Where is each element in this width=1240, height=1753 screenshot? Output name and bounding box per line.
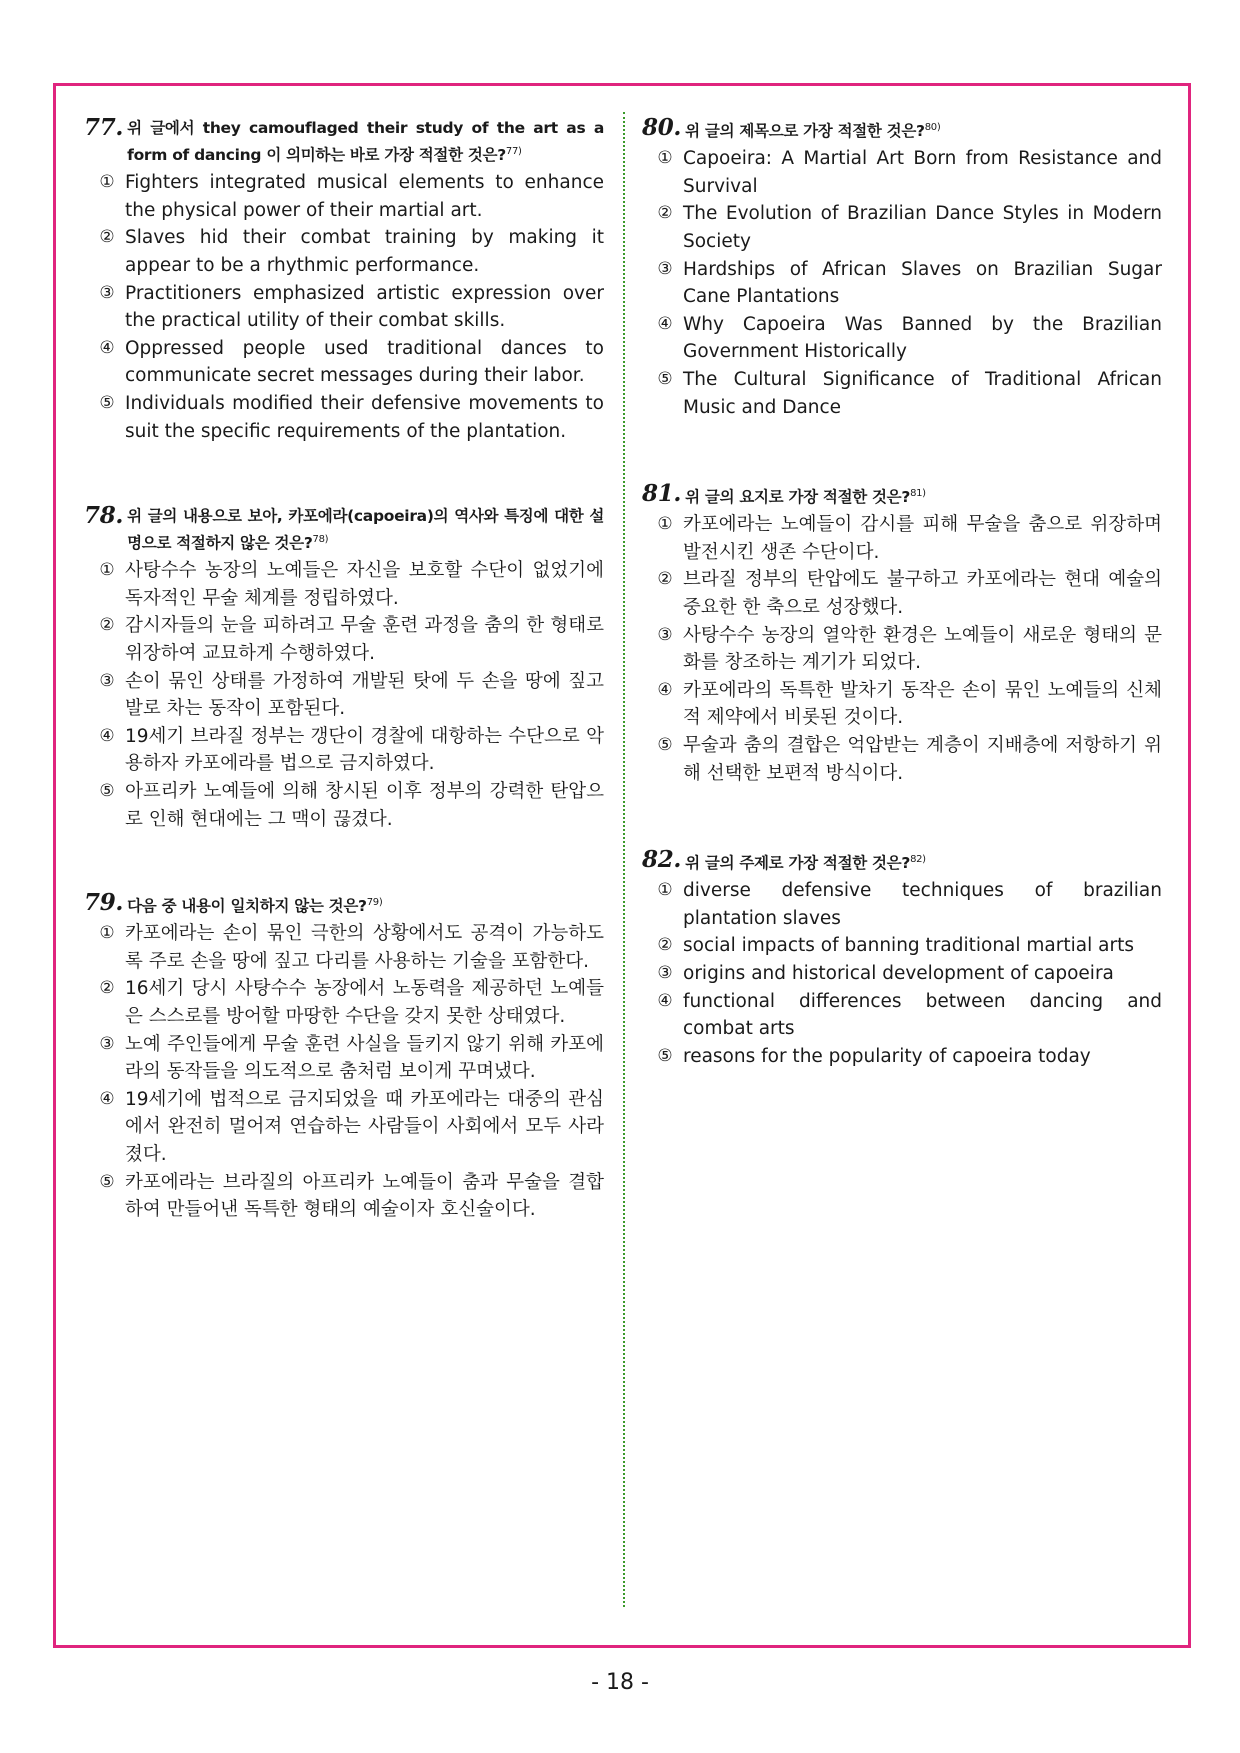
question-prompt xyxy=(127,891,604,918)
question-77 xyxy=(84,116,604,445)
option-marker: ⑤ xyxy=(657,368,673,389)
option-marker: ① xyxy=(99,923,115,944)
question-number: 79. xyxy=(84,889,124,916)
answer-option[interactable] xyxy=(84,335,604,390)
question-header xyxy=(642,482,1162,509)
answer-option[interactable] xyxy=(642,366,1162,421)
option-text: The Cultural Significance of Traditional African Music and Dance xyxy=(683,368,1162,418)
answer-option[interactable] xyxy=(642,677,1162,732)
answer-option[interactable] xyxy=(84,390,604,445)
question-prompt xyxy=(685,848,1162,875)
answer-option[interactable] xyxy=(642,256,1162,311)
option-text: 사탕수수 농장의 노예들은 자신을 보호할 수단이 없었기에 독자적인 무술 체계를 정립하였다. xyxy=(125,560,604,609)
answer-option[interactable] xyxy=(642,311,1162,366)
answer-option[interactable] xyxy=(642,622,1162,677)
option-marker: ⑤ xyxy=(657,734,673,755)
column-divider xyxy=(623,112,625,1607)
option-marker: ④ xyxy=(657,313,673,334)
answer-option[interactable] xyxy=(84,169,604,224)
answer-option[interactable] xyxy=(84,920,604,975)
option-text: 손이 묶인 상태를 가정하여 개발된 탓에 두 손을 땅에 짚고 발로 차는 동작이 포함된다. xyxy=(125,670,604,720)
answer-option[interactable] xyxy=(642,732,1162,787)
answer-option[interactable] xyxy=(642,960,1162,988)
option-list xyxy=(84,920,604,1224)
question-79 xyxy=(84,891,604,1224)
answer-option[interactable] xyxy=(84,975,604,1030)
answer-option[interactable] xyxy=(642,1043,1162,1071)
prompt-text: 위 글의 제목으로 가장 적절한 것은? xyxy=(685,122,925,141)
answer-option[interactable] xyxy=(84,1031,604,1086)
answer-option[interactable] xyxy=(642,200,1162,255)
prompt-text: 위 글의 내용으로 보아, 카포에라(capoeira)의 역사와 특징에 대한 설명으로 적절하지 않은 것은? xyxy=(127,507,604,553)
option-text: Oppressed people used traditional dances to communicate secret messages during their labor. xyxy=(125,337,604,387)
option-list xyxy=(642,511,1162,787)
option-marker: ② xyxy=(657,935,673,956)
option-marker: ① xyxy=(657,514,673,535)
question-82 xyxy=(642,848,1162,1070)
question-78 xyxy=(84,504,604,833)
prompt-text: 위 글의 요지로 가장 적절한 것은? xyxy=(685,488,911,507)
option-marker: ② xyxy=(99,978,115,999)
option-text: 카포에라는 노예들이 감시를 피해 무술을 춤으로 위장하며 발전시킨 생존 수단이다. xyxy=(683,514,1162,563)
option-marker: ⑤ xyxy=(657,1045,673,1066)
option-text: 19세기 브라질 정부는 갱단이 경찰에 대항하는 수단으로 악용하자 카포에라를 법으로 금지하였다. xyxy=(125,725,604,775)
answer-option[interactable] xyxy=(642,511,1162,566)
option-marker: ② xyxy=(99,227,115,248)
option-marker: ⑤ xyxy=(99,780,115,801)
option-text: 감시자들의 눈을 피하려고 무술 훈련 과정을 춤의 한 형태로 위장하여 교묘하게 수행하였다. xyxy=(125,615,604,664)
footnote-ref: 78) xyxy=(312,534,329,545)
option-text: Capoeira: A Martial Art Born from Resistance and Survival xyxy=(683,148,1162,197)
option-text: 브라질 정부의 탄압에도 불구하고 카포에라는 현대 예술의 중요한 한 축으로 성장했다. xyxy=(683,569,1162,618)
option-text: 16세기 당시 사탕수수 농장에서 노동력을 제공하던 노예들은 스스로를 방어할 마땅한 수단을 갖지 못한 상태였다. xyxy=(125,978,604,1027)
option-text: 노예 주인들에게 무술 훈련 사실을 들키지 않기 위해 카포에라의 동작들을 의도적으로 춤처럼 보이게 꾸며냈다. xyxy=(125,1033,604,1083)
answer-option[interactable] xyxy=(84,280,604,335)
question-number: 77. xyxy=(84,114,124,141)
prompt-text: 다음 중 내용이 일치하지 않는 것은? xyxy=(127,897,367,916)
option-text: 카포에라는 손이 묶인 극한의 상황에서도 공격이 가능하도록 주로 손을 땅에 짚고 다리를 사용하는 기술을 포함한다. xyxy=(125,923,604,972)
option-marker: ③ xyxy=(99,282,115,303)
footnote-ref: 77) xyxy=(505,146,522,157)
option-list xyxy=(642,145,1162,421)
answer-option[interactable] xyxy=(84,723,604,778)
answer-option[interactable] xyxy=(642,145,1162,200)
option-text: diverse defensive techniques of brazilian plantation slaves xyxy=(683,880,1162,929)
footnote-ref: 82) xyxy=(910,854,926,865)
option-marker: ② xyxy=(99,615,115,636)
answer-option[interactable] xyxy=(642,566,1162,621)
option-marker: ① xyxy=(99,172,115,193)
answer-option[interactable] xyxy=(84,1086,604,1169)
option-text: 무술과 춤의 결합은 억압받는 계층이 지배층에 저항하기 위해 선택한 보편적 방식이다. xyxy=(683,734,1162,784)
option-text: 19세기에 법적으로 금지되었을 때 카포에라는 대중의 관심에서 완전히 멀어져 연습하는 사람들이 사회에서 모두 사라졌다. xyxy=(125,1088,604,1165)
footnote-ref: 81) xyxy=(910,488,926,499)
question-header xyxy=(642,848,1162,875)
option-marker: ② xyxy=(657,569,673,590)
option-text: 카포에라는 브라질의 아프리카 노예들이 춤과 무술을 결합하여 만들어낸 독특한 형태의 예술이자 호신술이다. xyxy=(125,1171,604,1221)
answer-option[interactable] xyxy=(642,988,1162,1043)
option-marker: ③ xyxy=(99,670,115,691)
question-number: 80. xyxy=(642,114,682,141)
question-80 xyxy=(642,116,1162,421)
option-marker: ③ xyxy=(657,624,673,645)
option-marker: ④ xyxy=(99,337,115,358)
option-text: Practitioners emphasized artistic expression over the practical utility of their combat skills. xyxy=(125,282,604,332)
answer-option[interactable] xyxy=(642,877,1162,932)
answer-option[interactable] xyxy=(642,932,1162,960)
question-header xyxy=(84,504,604,555)
option-text: Slaves hid their combat training by making it appear to be a rhythmic performance. xyxy=(125,227,604,276)
option-text: 사탕수수 농장의 열악한 환경은 노예들이 새로운 형태의 문화를 창조하는 계기가 되었다. xyxy=(683,624,1162,674)
page-number: - 18 - xyxy=(591,1670,649,1695)
answer-option[interactable] xyxy=(84,224,604,279)
question-number: 82. xyxy=(642,846,682,873)
question-header xyxy=(84,116,604,167)
question-number: 81. xyxy=(642,480,682,507)
question-header xyxy=(84,891,604,918)
footnote-ref: 80) xyxy=(924,122,941,133)
option-marker: ⑤ xyxy=(99,1171,115,1192)
option-text: The Evolution of Brazilian Dance Styles in Modern Society xyxy=(683,203,1162,252)
option-marker: ⑤ xyxy=(99,392,115,413)
answer-option[interactable] xyxy=(84,612,604,667)
option-marker: ④ xyxy=(657,679,673,700)
option-marker: ① xyxy=(99,560,115,581)
option-marker: ③ xyxy=(99,1033,115,1054)
option-text: Individuals modified their defensive movements to suit the specific requirements of the plantation. xyxy=(125,392,604,442)
option-marker: ① xyxy=(657,148,673,169)
option-text: 아프리카 노예들에 의해 창시된 이후 정부의 강력한 탄압으로 인해 현대에는 그 맥이 끊겼다. xyxy=(125,780,604,830)
question-81 xyxy=(642,482,1162,787)
question-prompt xyxy=(685,116,1162,143)
option-text: social impacts of banning traditional martial arts xyxy=(683,935,1134,957)
option-marker: ③ xyxy=(657,258,673,279)
option-text: functional differences between dancing and combat arts xyxy=(683,990,1162,1040)
option-list xyxy=(642,877,1162,1070)
answer-option[interactable] xyxy=(84,778,604,833)
option-marker: ④ xyxy=(99,1088,115,1109)
answer-option[interactable] xyxy=(84,1169,604,1224)
option-text: 카포에라의 독특한 발차기 동작은 손이 묶인 노예들의 신체적 제약에서 비롯된 것이다. xyxy=(683,679,1162,729)
option-list xyxy=(84,557,604,833)
option-text: origins and historical development of capoeira xyxy=(683,962,1114,984)
prompt-text: 위 글의 주제로 가장 적절한 것은? xyxy=(685,854,911,873)
option-text: Fighters integrated musical elements to enhance the physical power of their martial art. xyxy=(125,172,604,221)
question-header xyxy=(642,116,1162,143)
option-marker: ④ xyxy=(99,725,115,746)
option-marker: ③ xyxy=(657,962,673,983)
question-prompt xyxy=(127,116,604,167)
option-marker: ① xyxy=(657,880,673,901)
question-number: 78. xyxy=(84,502,124,529)
answer-option[interactable] xyxy=(84,557,604,612)
answer-option[interactable] xyxy=(84,668,604,723)
question-prompt xyxy=(685,482,1162,509)
question-prompt xyxy=(127,504,604,555)
footnote-ref: 79) xyxy=(366,897,383,908)
option-marker: ② xyxy=(657,203,673,224)
option-text: Why Capoeira Was Banned by the Brazilian Government Historically xyxy=(683,313,1162,363)
option-text: reasons for the popularity of capoeira today xyxy=(683,1045,1091,1067)
prompt-text: 위 글에서 they camouflaged their study of the art as a form of dancing 이 의미하는 바로 가장 적절한 것은? xyxy=(127,119,604,165)
option-marker: ④ xyxy=(657,990,673,1011)
option-text: Hardships of African Slaves on Brazilian Sugar Cane Plantations xyxy=(683,258,1162,308)
option-list xyxy=(84,169,604,445)
